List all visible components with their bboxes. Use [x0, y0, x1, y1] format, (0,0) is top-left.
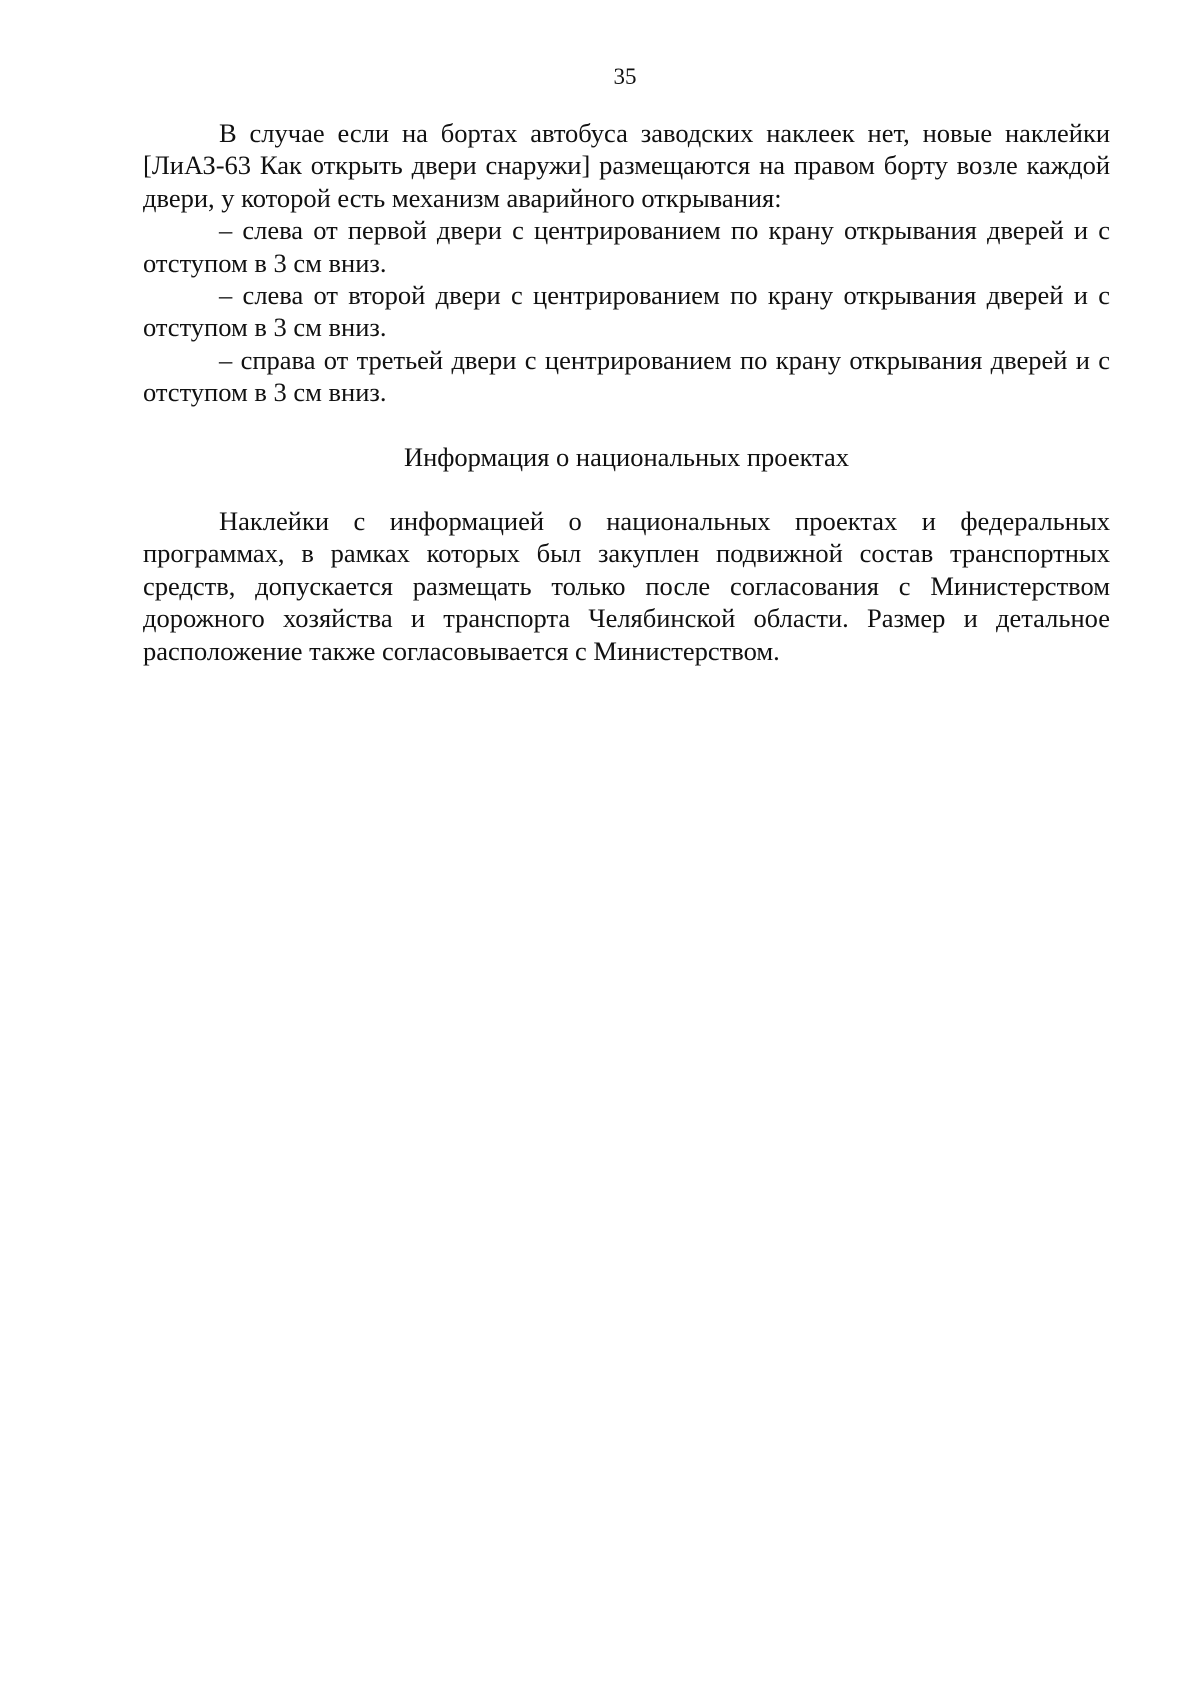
list-item: – справа от третьей двери с центрированием по крану открывания дверей и с отступом в 3 см вниз.: [143, 344, 1110, 408]
section-heading: Информация о национальных проектах: [403, 441, 850, 472]
page-content: [143, 117, 1110, 667]
national-projects-paragraph: Наклейки с информацией о национальных проектах и федеральных программах, в рамках которых был закуплен подвижной состав транспортных средств, допускается размещать только после согласования с Министерством дорожного хозяйства и транспорта Челябинской области. Размер и детальное расположение также согласовывается с Министерством.: [143, 506, 1110, 666]
list-item: – слева от первой двери с центрированием по крану открывания дверей и с отступом в 3 см вниз.: [143, 215, 1110, 278]
list-item: – слева от второй двери с центрированием по крану открывания дверей и с отступом в 3 см вниз.: [143, 280, 1110, 343]
page-number: 35: [613, 64, 637, 89]
intro-paragraph: В случае если на бортах автобуса заводских наклеек нет, новые наклейки [ЛиАЗ-63 Как открыть двери снаружи] размещаются на правом борту возле каждой двери, у которой есть механизм аварийного открывания:: [143, 118, 1110, 213]
